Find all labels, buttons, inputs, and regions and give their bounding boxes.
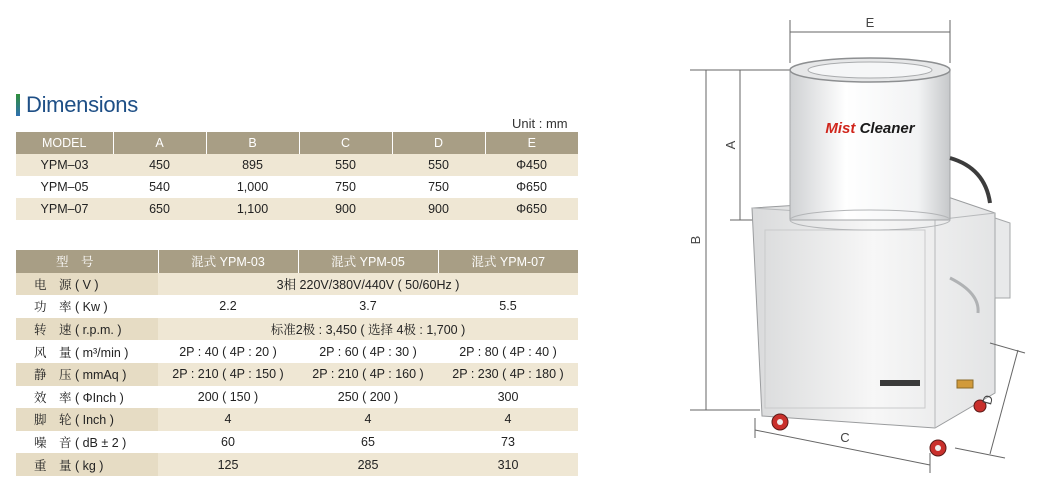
dim-header-cell: E (485, 132, 578, 154)
dimensions-table (16, 132, 578, 220)
dim-cell: 750 (299, 176, 392, 198)
spec-cell: 5.5 (438, 295, 578, 318)
dim-header-cell: A (113, 132, 206, 154)
heading-accent-bar (16, 94, 20, 116)
spec-header-cell: 型 号 (16, 250, 158, 273)
dim-cell: 900 (392, 198, 485, 220)
spec-merged-cell: 3相 220V/380V/440V ( 50/60Hz ) (158, 273, 578, 296)
spec-cell: 4 (438, 408, 578, 431)
table-row (16, 176, 578, 198)
dim-label-a: A (723, 140, 738, 150)
spec-cell: 60 (158, 431, 298, 454)
dim-cell: Φ650 (485, 176, 578, 198)
spec-cell: 310 (438, 453, 578, 476)
dim-cell: 750 (392, 176, 485, 198)
dim-cell: 650 (113, 198, 206, 220)
table-row (16, 431, 578, 454)
dim-cell: 550 (392, 154, 485, 176)
spec-label: 电 源 ( V ) (16, 273, 158, 296)
machine-body (752, 196, 1010, 428)
dim-label-b: B (688, 235, 703, 245)
spec-cell: 2P : 80 ( 4P : 40 ) (438, 340, 578, 363)
spec-label: 功 率 ( Kw ) (16, 295, 158, 318)
spec-header-cell: 混式 YPM-07 (438, 250, 578, 273)
spec-cell: 4 (158, 408, 298, 431)
dim-cell: 1,100 (206, 198, 299, 220)
spec-header-row (16, 250, 578, 273)
spec-cell: 2P : 40 ( 4P : 20 ) (158, 340, 298, 363)
spec-label: 转 速 ( r.p.m. ) (16, 318, 158, 341)
spec-header-cell: 混式 YPM-05 (298, 250, 438, 273)
spec-cell: 250 ( 200 ) (298, 386, 438, 409)
dim-label-c: C (840, 430, 850, 445)
dimensions-header-row (16, 132, 578, 154)
dim-cell: 550 (299, 154, 392, 176)
dim-line-a (730, 70, 790, 220)
model-cell: YPM–07 (16, 198, 113, 220)
page-title: Dimensions (26, 92, 138, 117)
spec-cell: 73 (438, 431, 578, 454)
dim-header-cell: D (392, 132, 485, 154)
spec-header-cell: 混式 YPM-03 (158, 250, 298, 273)
table-row (16, 273, 578, 296)
spec-cell: 4 (298, 408, 438, 431)
dim-label-d: D (979, 393, 997, 407)
spec-label: 脚 轮 ( Inch ) (16, 408, 158, 431)
spec-label: 噪 音 ( dB ± 2 ) (16, 431, 158, 454)
dim-header-cell: MODEL (16, 132, 113, 154)
dim-cell: 450 (113, 154, 206, 176)
dim-cell: Φ650 (485, 198, 578, 220)
specifications-table (16, 250, 578, 476)
spec-cell: 2P : 60 ( 4P : 30 ) (298, 340, 438, 363)
section-heading (16, 92, 138, 118)
table-row (16, 295, 578, 318)
spec-label: 风 量 ( m³/min ) (16, 340, 158, 363)
spec-cell: 300 (438, 386, 578, 409)
model-cell: YPM–03 (16, 154, 113, 176)
table-row (16, 198, 578, 220)
dim-cell: 895 (206, 154, 299, 176)
spec-cell: 125 (158, 453, 298, 476)
dim-cell: 540 (113, 176, 206, 198)
brand-logo-text: Mist Cleaner (825, 120, 915, 137)
table-row (16, 386, 578, 409)
spec-cell: 2P : 230 ( 4P : 180 ) (438, 363, 578, 386)
dim-label-e: E (865, 15, 875, 30)
spec-merged-cell: 标准2极 : 3,450 ( 选择 4极 : 1,700 ) (158, 318, 578, 341)
spec-label: 重 量 ( kg ) (16, 453, 158, 476)
table-row (16, 154, 578, 176)
table-row (16, 340, 578, 363)
table-row (16, 363, 578, 386)
dim-header-cell: C (299, 132, 392, 154)
unit-note: Unit : mm (512, 116, 568, 131)
dim-cell: 900 (299, 198, 392, 220)
spec-cell: 2.2 (158, 295, 298, 318)
spec-label: 静 压 ( mmAq ) (16, 363, 158, 386)
dim-cell: 1,000 (206, 176, 299, 198)
mist-cleaner-dimension-diagram (680, 8, 1040, 488)
table-row (16, 318, 578, 341)
table-row (16, 453, 578, 476)
table-row (16, 408, 578, 431)
spec-cell: 200 ( 150 ) (158, 386, 298, 409)
dim-header-cell: B (206, 132, 299, 154)
spec-cell: 285 (298, 453, 438, 476)
spec-cell: 3.7 (298, 295, 438, 318)
spec-cell: 65 (298, 431, 438, 454)
model-cell: YPM–05 (16, 176, 113, 198)
spec-label: 效 率 ( ΦInch ) (16, 386, 158, 409)
spec-cell: 2P : 210 ( 4P : 160 ) (298, 363, 438, 386)
spec-cell: 2P : 210 ( 4P : 150 ) (158, 363, 298, 386)
dim-cell: Φ450 (485, 154, 578, 176)
